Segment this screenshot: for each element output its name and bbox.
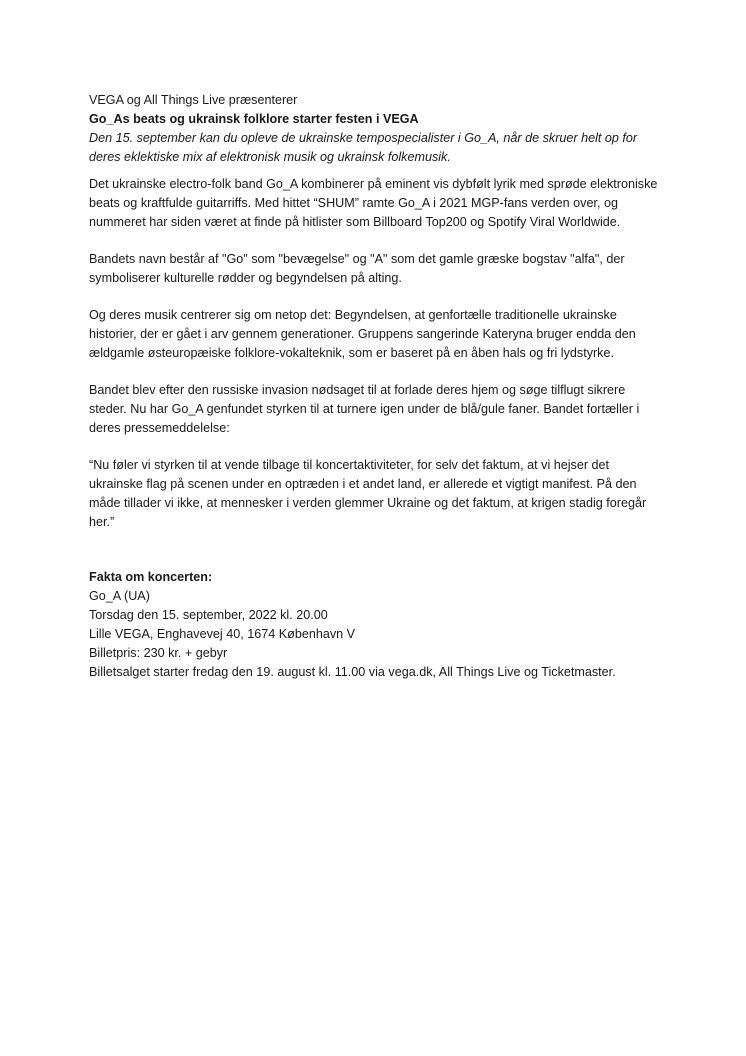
presenter-line: VEGA og All Things Live præsenterer <box>89 93 298 107</box>
body-paragraph-1: Det ukrainske electro-folk band Go_A kombinerer på eminent vis dybfølt lyrik med sprøde elektroniske beats og kraftfulde guitarriffs. Med hittet “SHUM” ramte Go_A i 2021 MGP-fans verden over, og nummeret har siden været at finde på hitlister som Billboard Top200 og Spotify Viral Worldwide. <box>89 177 658 229</box>
body-paragraph-3: Og deres musik centrerer sig om netop det: Begyndelsen, at genfortælle traditionelle ukrainske historier, der er gået i arv gennem generationer. Gruppens sangerinde Kateryna bruger endda den ældgamle østeuropæiske folklore-vokalteknik, som er baseret på en åben hals og fri lydstyrke. <box>89 308 636 360</box>
facts-price: Billetpris: 230 kr. + gebyr <box>89 646 228 660</box>
facts-artist: Go_A (UA) <box>89 589 150 603</box>
facts-title: Fakta om koncerten: <box>89 570 213 584</box>
facts-venue: Lille VEGA, Enghavevej 40, 1674 København V <box>89 627 356 641</box>
quote-paragraph: “Nu føler vi styrken til at vende tilbage til koncertaktiviteter, for selv det faktum, at vi hejser det ukrainske flag på scenen under en optræden i et andet land, er allerede et vigtigt manifest. På den måde tillader vi ikke, at mennesker i verden glemmer Ukraine og det faktum, at krigen stadig foregår her.” <box>89 458 647 529</box>
lead-paragraph: Den 15. september kan du opleve de ukrainske tempospecialister i Go_A, når de skruer helt op for deres eklektiske mix af elektronisk musik og ukrainsk folkemusik. <box>89 131 638 164</box>
facts-date: Torsdag den 15. september, 2022 kl. 20.00 <box>89 608 328 622</box>
headline: Go_As beats og ukrainsk folklore starter festen i VEGA <box>89 112 419 126</box>
facts-section <box>89 568 664 682</box>
body-paragraph-4: Bandet blev efter den russiske invasion nødsaget til at forlade deres hjem og søge tilflugt sikrere steder. Nu har Go_A genfundet styrken til at turnere igen under de blå/gule faner. Bandet fortæller i deres pressemeddelelse: <box>89 383 640 435</box>
press-release-body <box>89 91 664 682</box>
facts-ticket-sale: Billetsalget starter fredag den 19. august kl. 11.00 via vega.dk, All Things Live og Ticketmaster. <box>89 665 616 679</box>
body-paragraph-2: Bandets navn består af "Go" som "bevægelse" og "A" som det gamle græske bogstav "alfa", der symboliserer kulturelle rødder og begyndelsen på alting. <box>89 252 625 285</box>
